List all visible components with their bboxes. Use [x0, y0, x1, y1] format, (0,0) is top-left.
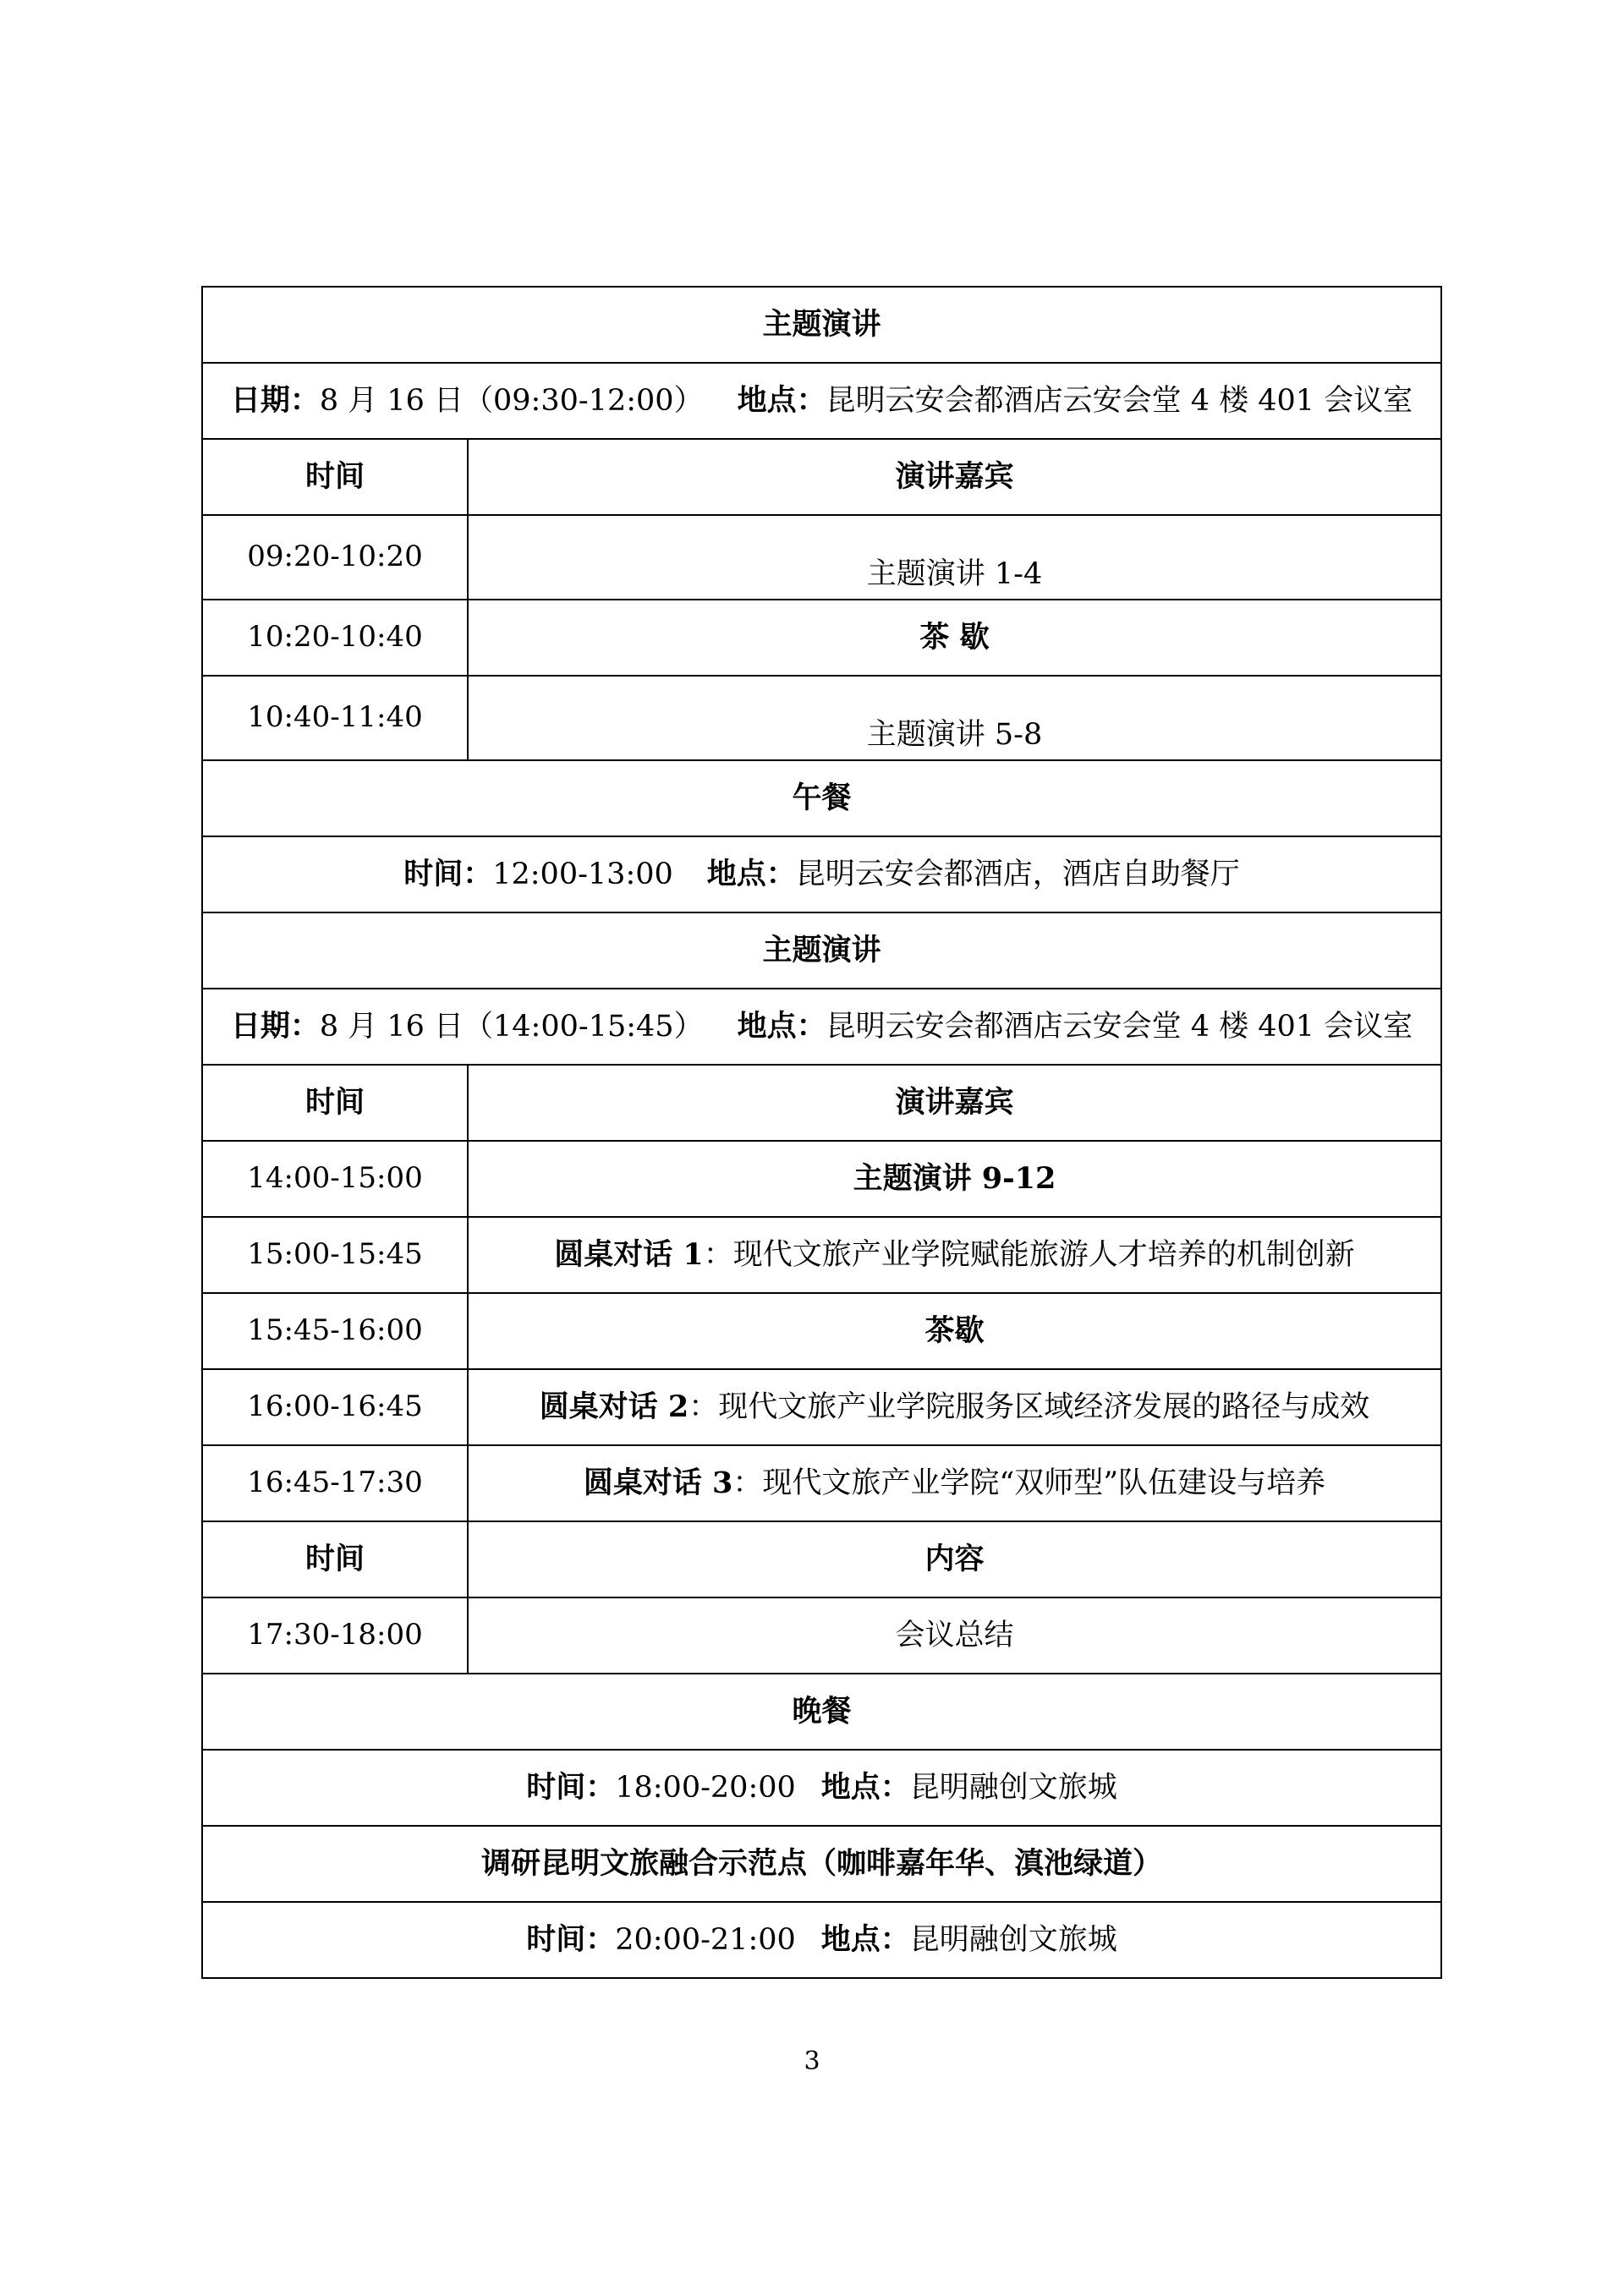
- time-cell: 16:00-16:45: [202, 1369, 468, 1445]
- session-info: [202, 1750, 1441, 1826]
- schedule-table: [201, 286, 1442, 1979]
- session-info: [202, 836, 1441, 912]
- place-label: 地点：: [737, 382, 826, 418]
- table-row: [202, 912, 1441, 989]
- content-cell: 茶 歇: [468, 600, 1441, 676]
- table-row: [202, 287, 1441, 363]
- table-row: [202, 989, 1441, 1065]
- item-detail: ：现代文旅产业学院服务区域经济发展的路径与成效: [689, 1389, 1370, 1424]
- table-row: [202, 515, 1441, 600]
- place-label: 地点：: [820, 1921, 910, 1957]
- time-cell: 10:20-10:40: [202, 600, 468, 676]
- section-title: 主题演讲: [202, 912, 1441, 989]
- item-title: 茶歇: [924, 1312, 985, 1348]
- place-value: 昆明云安会都酒店云安会堂 4 楼 401 会议室: [826, 1009, 1413, 1044]
- table-row: [202, 1445, 1441, 1521]
- column-header-time: 时间: [202, 1521, 468, 1597]
- section-title: 调研昆明文旅融合示范点（咖啡嘉年华、滇池绿道）: [202, 1826, 1441, 1902]
- table-row: [202, 1369, 1441, 1445]
- time-cell: 15:45-16:00: [202, 1293, 468, 1369]
- place-label: 地点：: [706, 856, 796, 891]
- time-cell: 17:30-18:00: [202, 1597, 468, 1674]
- session-info: [202, 1902, 1441, 1978]
- place-value: 昆明融创文旅城: [909, 1770, 1117, 1805]
- table-row: [202, 1597, 1441, 1674]
- date-value: 8 月 16 日（09:30-12:00）: [319, 383, 704, 418]
- table-row: [202, 1293, 1441, 1369]
- time-label: 时间：: [403, 856, 493, 891]
- section-title: 主题演讲: [202, 287, 1441, 363]
- content-cell: 主题演讲 5-8: [468, 676, 1441, 760]
- time-cell: 16:45-17:30: [202, 1445, 468, 1521]
- table-row: [202, 676, 1441, 760]
- place-label: 地点：: [820, 1769, 910, 1805]
- table-row: [202, 1826, 1441, 1902]
- date-value: 8 月 16 日（14:00-15:45）: [319, 1009, 704, 1044]
- content-cell: 会议总结: [468, 1597, 1441, 1674]
- item-detail: ：现代文旅产业学院赋能旅游人才培养的机制创新: [703, 1237, 1355, 1272]
- time-cell: 15:00-15:45: [202, 1217, 468, 1293]
- content-cell: [468, 1369, 1441, 1445]
- time-value: 20:00-21:00: [615, 1922, 796, 1957]
- item-title: 圆桌对话 1: [554, 1236, 704, 1272]
- item-title: 圆桌对话 3: [583, 1465, 733, 1500]
- table-row: [202, 1750, 1441, 1826]
- table-row: [202, 1065, 1441, 1141]
- time-value: 18:00-20:00: [615, 1770, 796, 1805]
- content-cell: [468, 1141, 1441, 1217]
- table-row: [202, 1141, 1441, 1217]
- table-row: [202, 1217, 1441, 1293]
- time-value: 12:00-13:00: [492, 857, 673, 891]
- time-label: 时间：: [526, 1769, 616, 1805]
- column-header-time: 时间: [202, 1065, 468, 1141]
- place-value: 昆明融创文旅城: [909, 1922, 1117, 1957]
- place-label: 地点：: [737, 1008, 826, 1044]
- section-title: 晚餐: [202, 1674, 1441, 1750]
- time-cell: 10:40-11:40: [202, 676, 468, 760]
- place-value: 昆明云安会都酒店云安会堂 4 楼 401 会议室: [826, 383, 1413, 418]
- item-title: 圆桌对话 2: [539, 1389, 689, 1424]
- date-label: 日期：: [230, 382, 320, 418]
- item-detail: ：现代文旅产业学院“双师型”队伍建设与培养: [732, 1466, 1326, 1500]
- time-cell: 14:00-15:00: [202, 1141, 468, 1217]
- table-row: [202, 1902, 1441, 1978]
- table-row: [202, 1521, 1441, 1597]
- content-cell: [468, 1293, 1441, 1369]
- column-header-content: 内容: [468, 1521, 1441, 1597]
- section-title: 午餐: [202, 760, 1441, 836]
- session-info: [202, 363, 1441, 439]
- place-value: 昆明云安会都酒店，酒店自助餐厅: [795, 857, 1240, 891]
- item-title: 主题演讲 9-12: [853, 1160, 1056, 1196]
- table-row: [202, 760, 1441, 836]
- table-row: [202, 600, 1441, 676]
- table-row: [202, 836, 1441, 912]
- column-header-speaker: 演讲嘉宾: [468, 1065, 1441, 1141]
- column-header-speaker: 演讲嘉宾: [468, 439, 1441, 515]
- session-info: [202, 989, 1441, 1065]
- date-label: 日期：: [230, 1008, 320, 1044]
- time-label: 时间：: [526, 1921, 616, 1957]
- page-number: 3: [804, 2047, 820, 2076]
- column-header-time: 时间: [202, 439, 468, 515]
- table-row: [202, 439, 1441, 515]
- table-row: [202, 363, 1441, 439]
- time-cell: 09:20-10:20: [202, 515, 468, 600]
- table-row: [202, 1674, 1441, 1750]
- content-cell: 主题演讲 1-4: [468, 515, 1441, 600]
- content-cell: [468, 1445, 1441, 1521]
- content-cell: [468, 1217, 1441, 1293]
